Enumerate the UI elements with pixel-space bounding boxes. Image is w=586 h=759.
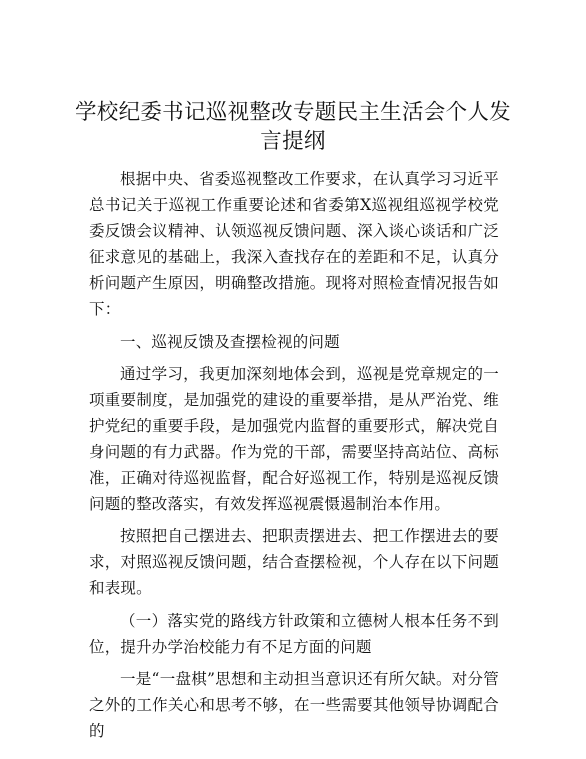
paragraph-problem-1: 一是“一盘棋”思想和主动担当意识还有所欠缺。对分管之外的工作关心和思考不够，在一些需要其他领导协调配合的: [89, 669, 499, 740]
paragraph-intro: 根据中央、省委巡视整改工作要求，在认真学习习近平总书记关于巡视工作重要论述和省委第X巡视组巡视学校党委反馈会议精神、认领巡视反馈问题、深入谈心谈话和广泛征求意见的基础上，我深入查找存在的差距和不足，认真分析问题产生原因，明确整改措施。现将对照检查情况报告如下：: [89, 170, 499, 319]
document-title: 学校纪委书记巡视整改专题民主生活会个人发言提纲: [74, 100, 511, 154]
document-body: [89, 166, 499, 744]
paragraph-inspection-importance: 通过学习，我更加深刻地体会到，巡视是党章规定的一项重要制度，是加强党的建设的重要举措，是从严治党、维护党纪的重要手段，是加强党内监督的重要形式，解决党自身问题的有力武器。作为党的干部，需要坚持高站位、高标准，正确对待巡视监督，配合好巡视工作，特别是巡视反馈问题的整改落实，有效发挥巡视震慑遏制治本作用。: [89, 364, 499, 514]
section-heading-1: 一、巡视反馈及查摆检视的问题: [120, 332, 340, 351]
paragraph-self-examination: 按照把自己摆进去、把职责摆进去、把工作摆进去的要求，对照巡视反馈问题，结合查摆检视，个人存在以下问题和表现。: [89, 527, 499, 598]
subsection-heading-1: （一）落实党的路线方针政策和立德树人根本任务不到位，提升办学治校能力有不足方面的问题: [89, 611, 499, 656]
